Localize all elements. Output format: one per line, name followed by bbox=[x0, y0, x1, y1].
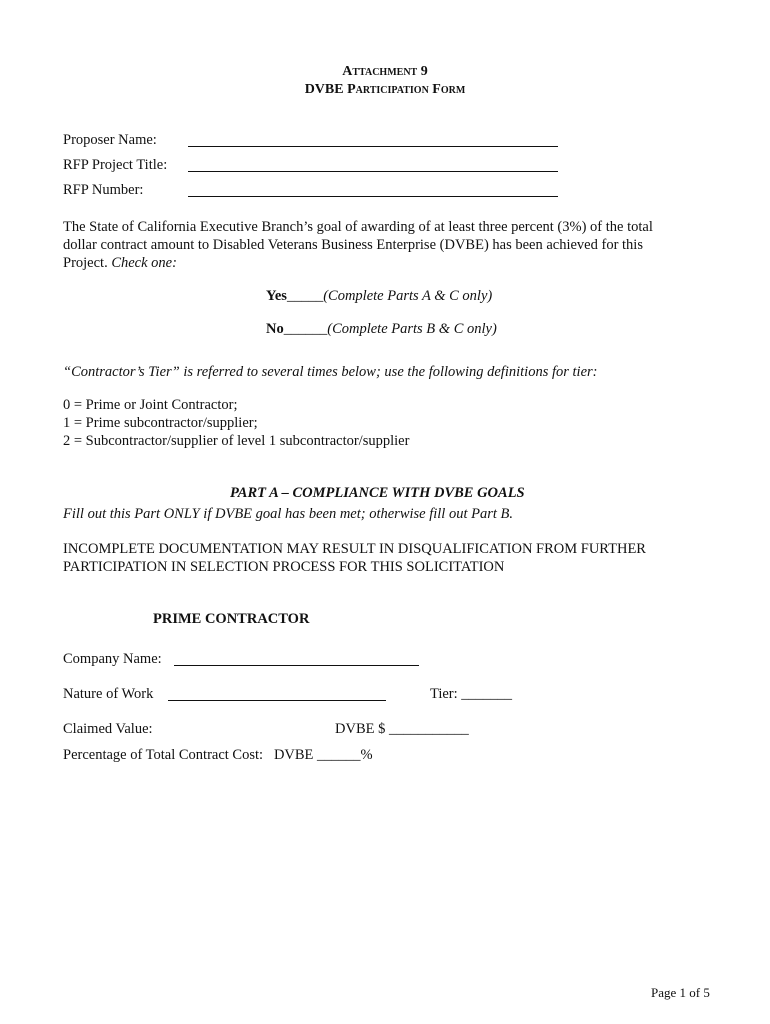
tier-field[interactable] bbox=[430, 686, 512, 703]
tier-note: “Contractor’s Tier” is referred to several times below; use the following definitions for tier: bbox=[63, 364, 598, 380]
dollar-blank[interactable]: ___________ bbox=[388, 721, 469, 737]
tier-blank[interactable]: _______ bbox=[461, 686, 513, 702]
percentage-row bbox=[63, 747, 373, 764]
rfp-project-title-label: RFP Project Title: bbox=[63, 157, 168, 173]
proposer-name-field[interactable] bbox=[188, 146, 558, 147]
yes-blank[interactable]: _____ bbox=[286, 288, 324, 304]
check-one-label: Check one: bbox=[111, 255, 177, 271]
company-name-label: Company Name: bbox=[63, 651, 162, 667]
dvbe-dollar-field[interactable] bbox=[335, 721, 469, 738]
intro-paragraph bbox=[63, 218, 688, 272]
tier-item: 0 = Prime or Joint Contractor; bbox=[63, 397, 238, 413]
rfp-number-label: RFP Number: bbox=[63, 182, 144, 198]
yes-label: Yes bbox=[266, 288, 287, 304]
percent-sign: % bbox=[360, 747, 373, 763]
tier-item: 2 = Subcontractor/supplier of level 1 subcontractor/supplier bbox=[63, 433, 410, 449]
option-yes[interactable] bbox=[266, 288, 492, 305]
company-name-field[interactable] bbox=[174, 665, 419, 666]
tier-label: Tier: bbox=[430, 686, 458, 702]
form-title: DVBE Participation Form bbox=[304, 82, 466, 97]
part-a-instruction: Fill out this Part ONLY if DVBE goal has been met; otherwise fill out Part B. bbox=[63, 506, 514, 522]
percentage-label: Percentage of Total Contract Cost: bbox=[63, 747, 264, 763]
rfp-project-title-field[interactable] bbox=[188, 171, 558, 172]
warning-line-1: INCOMPLETE DOCUMENTATION MAY RESULT IN DISQUALIFICATION FROM FURTHER bbox=[63, 541, 646, 557]
rfp-number-field[interactable] bbox=[188, 196, 558, 197]
page-number: Page 1 of 5 bbox=[651, 985, 710, 1000]
percent-blank[interactable]: ______ bbox=[317, 747, 361, 763]
proposer-name-label: Proposer Name: bbox=[63, 132, 157, 148]
warning-line-2: PARTICIPATION IN SELECTION PROCESS FOR THIS SOLICITATION bbox=[63, 559, 505, 575]
prime-contractor-heading: PRIME CONTRACTOR bbox=[153, 611, 310, 627]
part-a-heading: PART A – COMPLIANCE WITH DVBE GOALS bbox=[230, 485, 525, 501]
claimed-value-label: Claimed Value: bbox=[63, 721, 153, 737]
dvbe-dollar-label: DVBE $ bbox=[335, 721, 386, 737]
option-no[interactable] bbox=[266, 321, 497, 338]
yes-note: (Complete Parts A & C only) bbox=[323, 288, 493, 304]
nature-of-work-label: Nature of Work bbox=[63, 686, 154, 702]
no-note: (Complete Parts B & C only) bbox=[327, 321, 497, 337]
attachment-label: Attachment 9 bbox=[342, 64, 428, 79]
no-blank[interactable]: ______ bbox=[283, 321, 328, 337]
tier-item: 1 = Prime subcontractor/supplier; bbox=[63, 415, 258, 431]
nature-of-work-field[interactable] bbox=[168, 700, 386, 701]
no-label: No bbox=[266, 321, 284, 337]
intro-text: The State of California Executive Branch’s goal of awarding of at least three percent (3%) of the total dollar contract amount to Disabled Veterans Business Enterprise (DVBE) has been achieved for this Project. bbox=[63, 219, 653, 271]
percent-dvbe-label: DVBE bbox=[273, 747, 314, 763]
